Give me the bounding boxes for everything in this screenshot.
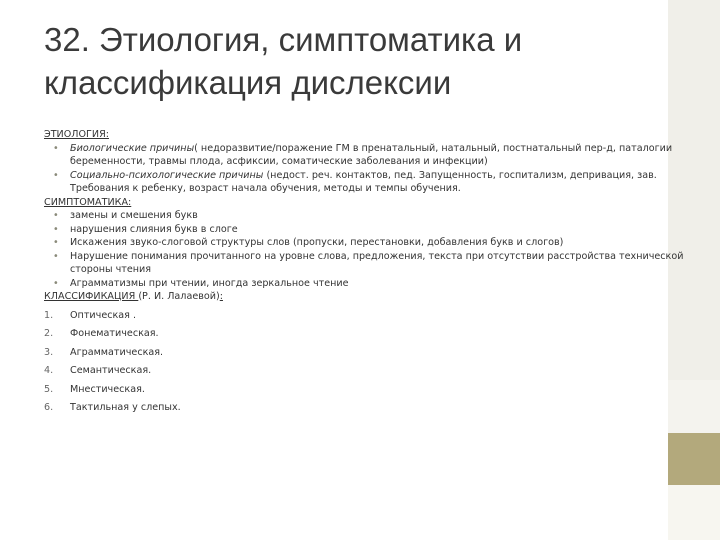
bar-segment-olive (668, 433, 720, 485)
classification-item-text: Оптическая . (70, 309, 137, 321)
classification-heading: КЛАССИФИКАЦИЯ (44, 291, 139, 302)
bullet-icon: • (53, 237, 59, 248)
symptoms-heading: СИМПТОМАТИКА: (44, 196, 132, 208)
symptom-item (44, 209, 684, 223)
etiology-heading: ЭТИОЛОГИЯ: (44, 129, 109, 140)
symptom-item (44, 236, 684, 250)
bar-segment-light (668, 485, 720, 540)
item-number: 5. (44, 383, 54, 395)
slide-content (44, 128, 684, 415)
symptom-item-text: Аграмматизмы при чтении, иногда зеркальное чтение (70, 277, 349, 289)
symptom-item-text: Искажения звуко-слоговой структуры слов (пропуски, перестановки, добавления букв и слогов) (70, 237, 564, 248)
classification-item (44, 383, 684, 397)
bullet-icon: • (53, 169, 59, 181)
slide-title: 32. Этиология, симптоматика и классификация дислексии (44, 21, 523, 101)
item-number: 2. (44, 328, 54, 339)
etiology-item (44, 169, 684, 196)
classification-item-text: Семантическая. (70, 365, 152, 376)
classification-colon: : (219, 291, 223, 302)
symptom-item-text: Нарушение понимания прочитанного на уровне слова, предложения, текста при отсутствии расстройства технической стороны чтения (70, 250, 684, 275)
bullet-icon: • (53, 210, 59, 221)
classification-item (44, 346, 684, 360)
classification-heading-line (44, 290, 684, 304)
classification-item (44, 401, 684, 415)
classification-item (44, 327, 684, 341)
symptom-item (44, 277, 684, 291)
symptom-item-text: нарушения слияния букв в слоге (70, 223, 238, 235)
etiology-item-text: (недост. реч. контактов, пед. Запущенность, госпитализм, депривация, зав. Требования к ребенку, возраст начала обучения, методы и темпы обучения. (70, 169, 657, 194)
bullet-icon: • (53, 142, 59, 154)
classification-item-text: Тактильная у слепых. (70, 402, 181, 413)
bullet-icon: • (53, 250, 59, 262)
item-number: 6. (44, 402, 54, 413)
bullet-icon: • (53, 277, 59, 289)
classification-item (44, 309, 684, 323)
etiology-item-label: Социально-психологические причины (70, 169, 264, 181)
item-number: 4. (44, 365, 54, 376)
item-number: 1. (44, 309, 54, 321)
symptom-item-text: замены и смешения букв (70, 210, 198, 221)
classification-author: (Р. И. Лалаевой) (138, 291, 220, 302)
symptom-item (44, 223, 684, 237)
etiology-item (44, 142, 684, 169)
symptom-item (44, 250, 684, 277)
classification-item-text: Мнестическая. (70, 383, 145, 395)
etiology-item-text: ( недоразвитие/поражение ГМ в пренатальный, натальный, постнатальный пер-д, паталогии беременности, травмы плода, асфиксии, соматические заболевания и инфекции) (70, 142, 673, 167)
classification-item-text: Аграмматическая. (70, 346, 164, 358)
item-number: 3. (44, 346, 54, 358)
bullet-icon: • (53, 223, 59, 235)
etiology-item-label: Биологические причины (70, 142, 195, 154)
classification-item (44, 364, 684, 378)
classification-item-text: Фонематическая. (70, 328, 159, 339)
